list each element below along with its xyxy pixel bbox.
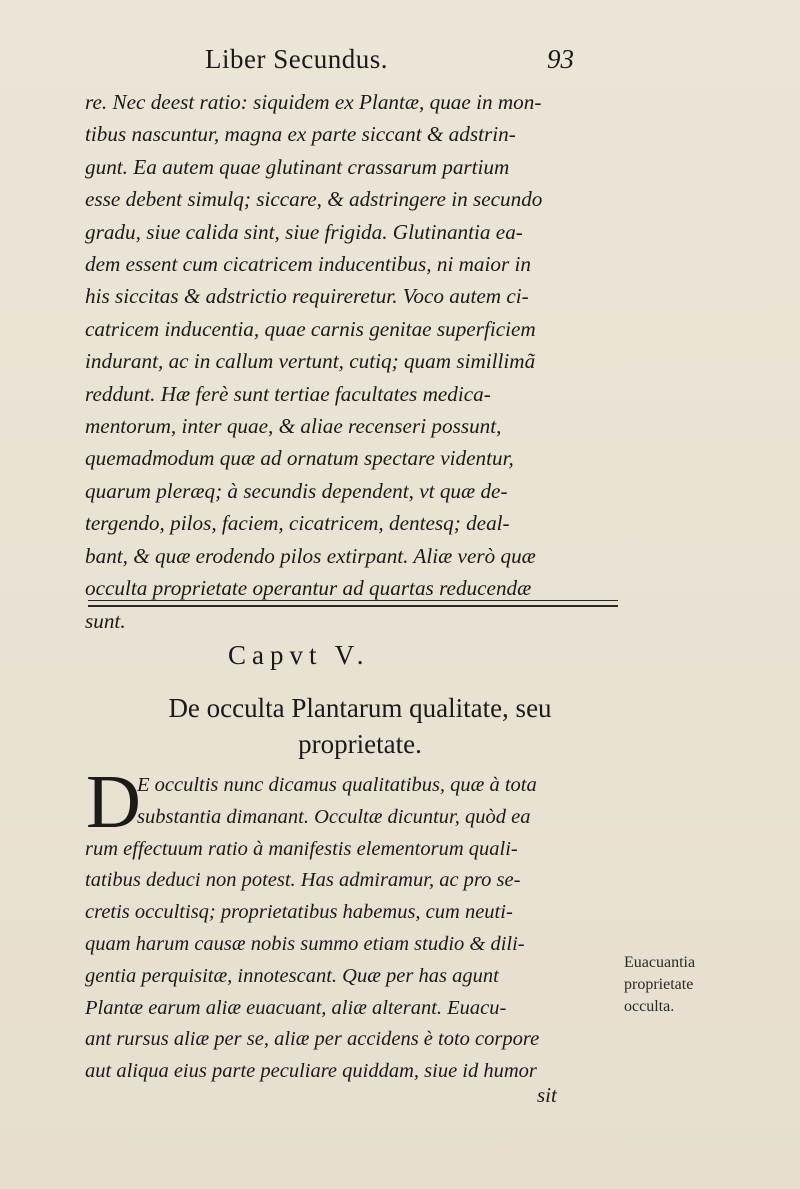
marginal-line: occulta. bbox=[624, 998, 675, 1015]
chapter-title bbox=[90, 690, 630, 762]
text-line: gunt. Ea autem quae glutinant crassarum partium bbox=[85, 154, 510, 179]
chapter-title-line: De occulta Plantarum qualitate, seu bbox=[168, 693, 552, 723]
text-line: ant rursus aliæ per se, aliæ per accidens è toto corpore bbox=[85, 1028, 540, 1051]
text-line: quemadmodum quæ ad ornatum spectare videntur, bbox=[85, 446, 514, 471]
running-title: Liber Secundus. bbox=[205, 44, 388, 74]
text-line: rum effectuum ratio à manifestis elementorum quali- bbox=[85, 837, 518, 860]
text-line: E occultis nunc dicamus qualitatibus, quæ à tota bbox=[137, 774, 537, 796]
text-line: reddunt. Hæ ferè sunt tertiae facultates medica- bbox=[85, 381, 491, 406]
marginal-line: Euacuantia bbox=[624, 954, 696, 971]
marginal-line: proprietate bbox=[624, 976, 694, 993]
marginal-note bbox=[624, 952, 695, 1018]
text-line: cretis occultisq; proprietatibus habemus, cum neuti- bbox=[85, 901, 513, 924]
text-line: bant, & quæ erodendo pilos extirpant. Aliæ verò quæ bbox=[85, 543, 536, 568]
chapter-paragraph bbox=[85, 760, 623, 1088]
text-line: indurant, ac in callum vertunt, cutiq; quam simillimã bbox=[85, 349, 536, 374]
text-line: quarum pleræq; à secundis dependent, vt quæ de- bbox=[85, 478, 508, 503]
text-line: gradu, siue calida sint, siue frigida. Glutinantia ea- bbox=[85, 219, 523, 244]
text-line: his siccitas & adstrictio requireretur. Voco autem ci- bbox=[85, 284, 529, 309]
text-line: substantia dimanant. Occultæ dicuntur, quòd ea bbox=[137, 805, 531, 828]
chapter-title-line: proprietate. bbox=[298, 729, 422, 759]
text-line: tergendo, pilos, faciem, cicatricem, dentesq; deal- bbox=[85, 511, 510, 536]
text-line: tatibus deduci non potest. Has admiramur, ac pro se- bbox=[85, 869, 521, 892]
text-line: quam harum causæ nobis summo etiam studio & dili- bbox=[85, 932, 525, 955]
text-line: sunt. bbox=[85, 608, 126, 633]
page-number: 93 bbox=[547, 44, 574, 74]
text-line: catricem inducentia, quae carnis genitae superficiem bbox=[85, 316, 536, 341]
text-line: tibus nascuntur, magna ex parte siccant & adstrin- bbox=[85, 122, 516, 147]
text-line: Plantæ earum aliæ euacuant, aliæ alterant. Euacu- bbox=[85, 996, 507, 1019]
drop-cap: D bbox=[86, 760, 141, 844]
text-line: gentia perquisitæ, innotescant. Quæ per has agunt bbox=[85, 964, 499, 987]
chapter-heading: Capvt V. bbox=[228, 640, 370, 670]
body-paragraph bbox=[85, 86, 625, 637]
text-line: re. Nec deest ratio: siquidem ex Plantæ, quae in mon- bbox=[85, 90, 542, 114]
section-rule-thin bbox=[88, 600, 618, 601]
text-line: esse debent simulq; siccare, & adstringere in secundo bbox=[85, 187, 543, 212]
running-head bbox=[205, 44, 625, 84]
text-line: occulta proprietate operantur ad quartas reducendæ bbox=[85, 576, 532, 601]
text-line: mentorum, inter quae, & aliae recenseri possunt, bbox=[85, 414, 502, 439]
text-line: dem essent cum cicatricem inducentibus, ni maior in bbox=[85, 252, 532, 277]
text-line: aut aliqua eius parte peculiare quiddam, siue id humor bbox=[85, 1060, 537, 1083]
section-rule-thick bbox=[88, 605, 618, 607]
catchword: sit bbox=[537, 1083, 557, 1107]
